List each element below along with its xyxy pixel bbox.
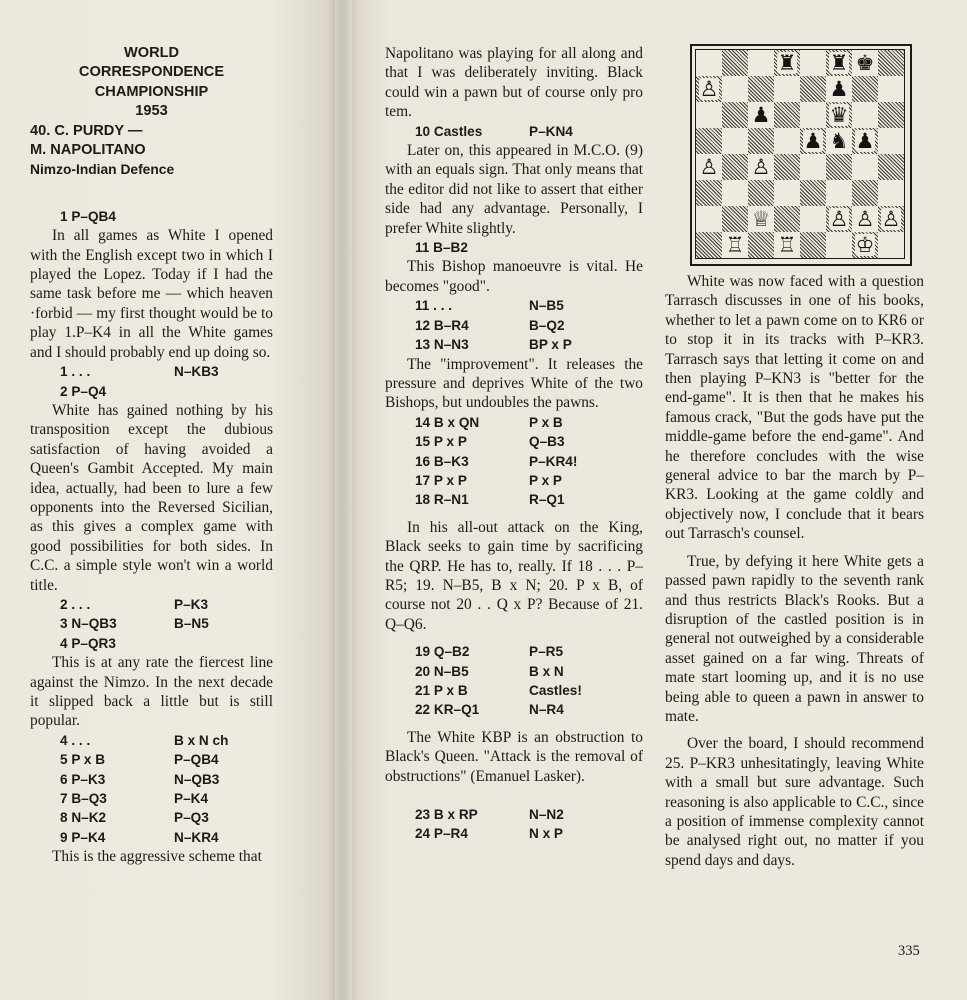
- board-square: [696, 102, 722, 128]
- white-pawn-icon: ♙: [699, 77, 719, 101]
- move-row: 10 Castles P–KN4: [415, 123, 573, 139]
- move-row: 13 N–N3 BP x P: [415, 337, 572, 353]
- commentary: The White KBP is an obstruction to Black's Queen. "Attack is the removal of obstructions" (Emanuel Lasker).: [385, 728, 643, 785]
- move-row: 22 KR–Q1 N–R4: [415, 702, 564, 718]
- move-row: 2 P–Q4: [60, 383, 107, 399]
- black-rook-icon: ♜: [777, 51, 797, 75]
- board-square: [852, 154, 878, 180]
- board-square: [722, 128, 748, 154]
- board-square: [696, 128, 722, 154]
- move-row: 9 P–K4 N–KR4: [60, 829, 219, 845]
- move-list: [30, 731, 273, 847]
- board-square: [878, 180, 904, 206]
- board-square: [696, 180, 722, 206]
- board-square: [722, 50, 748, 76]
- board-square: [826, 154, 852, 180]
- black-player: M. NAPOLITANO: [30, 142, 146, 159]
- move-row: 16 B–K3 P–KR4!: [415, 453, 578, 469]
- commentary: Later on, this appeared in M.C.O. (9) with an equals sign. That only means that the editor did not like to assert that either side had any advantage. Personally, I prefer White slightly.: [385, 142, 643, 237]
- board-square: [748, 102, 774, 128]
- board-square: [774, 102, 800, 128]
- board-square: [774, 180, 800, 206]
- board-square: [722, 154, 748, 180]
- board-square: [722, 206, 748, 232]
- board-square: [852, 232, 878, 258]
- move-list: [30, 362, 273, 401]
- board-square: [826, 206, 852, 232]
- board-square: [696, 50, 722, 76]
- board-square: [748, 154, 774, 180]
- board-square: [852, 206, 878, 232]
- white-pawn-icon: ♙: [855, 207, 875, 231]
- board-square: [722, 232, 748, 258]
- white-rook-icon: ♖: [777, 233, 797, 257]
- move-row: 24 P–R4 N x P: [415, 826, 563, 842]
- game-header: [30, 122, 273, 180]
- board-square: [878, 76, 904, 102]
- page-number: 335: [898, 943, 920, 959]
- board-square: [696, 206, 722, 232]
- commentary: This is the aggressive scheme that: [52, 848, 262, 866]
- board-square: [878, 102, 904, 128]
- move-list: [30, 595, 273, 653]
- board-square: [800, 206, 826, 232]
- move-row: 11 B–B2: [415, 240, 468, 256]
- move-row: 3 N–QB3 B–N5: [60, 616, 209, 632]
- black-rook-icon: ♜: [829, 51, 849, 75]
- white-pawn-icon: ♙: [751, 155, 771, 179]
- board-square: [826, 128, 852, 154]
- board-square: [826, 232, 852, 258]
- move-row: 19 Q–B2 P–R5: [415, 644, 564, 660]
- board-square: [748, 232, 774, 258]
- move-row: 4 P–QR3: [60, 635, 116, 651]
- commentary: White was now faced with a question Tarrasch discusses in one of his books, whether to let a pawn come on to KR6 or to stop it in its tracks with P–KR3. Tarrasch says that letting it come on and then playing P–KN3 is "better for the end-game". It is then that he makes his famous crack, "But the gods have put the middle-game before the end-game". And he therefore concludes with the wise general advice to bar the march by P–KR3. Looking at the game coldly and objectively now, I conclude that it bears out Tarrasch's counsel.: [665, 273, 924, 543]
- column-left: [30, 44, 273, 867]
- board-square: [800, 154, 826, 180]
- book-gutter: [328, 0, 358, 1000]
- move-list: [385, 413, 643, 510]
- commentary: Over the board, I should recommend 25. P–KR3 unhesitatingly, leaving White with a small but sure advantage. Such reasoning is also applicable to C.C., since a position of immense complexity cannot be analysed right out, no matter if you spend days and days.: [665, 735, 924, 869]
- board-square: [826, 102, 852, 128]
- move-list: [30, 207, 273, 226]
- board-square: [852, 128, 878, 154]
- white-pawn-icon: ♙: [699, 155, 719, 179]
- white-queen-icon: ♕: [751, 207, 771, 231]
- move-list: [385, 642, 643, 720]
- move-list: [385, 296, 643, 354]
- move-row: 6 P–K3 N–QB3: [60, 771, 220, 787]
- move-row: 18 R–N1 R–Q1: [415, 492, 565, 508]
- move-row: 1 P–QB4: [60, 208, 116, 224]
- board-square: [774, 232, 800, 258]
- board-square: [774, 76, 800, 102]
- commentary: White has gained nothing by his transposition except the dubious satisfaction of having avoided a Queen's Gambit Accepted. My main idea, actually, had been to lure a few opponents into the Reversed Sicilian, as this gives a complex game with good possibilities for both sides. In C.C. a simple style won't win a world title.: [30, 401, 273, 594]
- chess-diagram: [690, 44, 912, 266]
- board-square: [826, 50, 852, 76]
- move-row: 17 P x P P x P: [415, 472, 563, 488]
- move-row: 5 P x B P–QB4: [60, 752, 219, 768]
- move-row: 12 B–R4 B–Q2: [415, 317, 565, 333]
- commentary: In all games as White I opened with the English except two in which I played the Lopez. Today if I had the same task before me — which heaven ·forbid — my first thought would be to play 1.P–K4 in all the White games and I should probably end up doing so.: [30, 227, 273, 361]
- white-player: 40. C. PURDY —: [30, 122, 143, 139]
- white-rook-icon: ♖: [725, 233, 745, 257]
- board-square: [826, 76, 852, 102]
- move-row: 8 N–K2 P–Q3: [60, 810, 209, 826]
- black-king-icon: ♚: [855, 51, 875, 75]
- move-row: 11 . . . N–B5: [415, 298, 564, 314]
- board-square: [696, 154, 722, 180]
- chapter-heading: WORLD CORRESPONDENCE CHAMPIONSHIP 1953: [78, 45, 225, 120]
- board-square: [800, 50, 826, 76]
- board-square: [748, 180, 774, 206]
- board-square: [878, 206, 904, 232]
- board-square: [774, 154, 800, 180]
- opening-name: Nimzo-Indian Defence: [30, 162, 175, 178]
- move-row: 20 N–B5 B x N: [415, 663, 564, 679]
- black-pawn-icon: ♟: [855, 129, 875, 153]
- move-row: 2 . . . P–K3: [60, 596, 209, 612]
- move-row: 15 P x P Q–B3: [415, 434, 565, 450]
- board-square: [696, 76, 722, 102]
- commentary: This Bishop manoeuvre is vital. He becomes "good".: [385, 258, 643, 295]
- commentary: The "improvement". It releases the pressure and deprives White of the two Bishops, but undoubles the pawns.: [385, 355, 643, 412]
- chess-board: [695, 49, 905, 259]
- board-square: [878, 232, 904, 258]
- board-square: [722, 180, 748, 206]
- move-list: [385, 122, 643, 141]
- commentary: Napolitano was playing for all along and that I was deliberately inviting. Black could win a pawn but of course only pro tem.: [385, 45, 643, 121]
- board-square: [748, 76, 774, 102]
- move-row: 23 B x RP N–N2: [415, 807, 564, 823]
- board-square: [748, 50, 774, 76]
- commentary: True, by defying it here White gets a passed pawn rapidly to the seventh rank and thus restricts Black's Rooks. But a disruption of the castled position is in general not outweighed by a considerable asset gained on a far wing. Threats of mate start looming up, and it is no use being able to queen a pawn in answer to mate.: [665, 552, 924, 725]
- column-middle: [385, 44, 643, 844]
- board-square: [800, 102, 826, 128]
- board-square: [774, 128, 800, 154]
- board-square: [748, 128, 774, 154]
- black-pawn-icon: ♟: [829, 77, 849, 101]
- move-list: [385, 805, 643, 844]
- board-square: [826, 180, 852, 206]
- white-pawn-icon: ♙: [829, 207, 849, 231]
- board-square: [878, 154, 904, 180]
- board-square: [774, 50, 800, 76]
- board-square: [852, 180, 878, 206]
- board-square: [800, 128, 826, 154]
- black-knight-icon: ♞: [829, 129, 849, 153]
- commentary: In his all-out attack on the King, Black seeks to gain time by sacrificing the QRP. He has to, really. If 18 . . . P–R5; 19. N–B5, B x N; 20. P x B, of course not 20 . . Q x P? Because of 21. Q–Q6.: [385, 518, 643, 633]
- board-square: [800, 180, 826, 206]
- move-row: 14 B x QN P x B: [415, 414, 563, 430]
- board-square: [852, 50, 878, 76]
- black-queen-icon: ♛: [829, 103, 849, 127]
- board-square: [774, 206, 800, 232]
- move-row: 21 P x B Castles!: [415, 683, 582, 698]
- white-pawn-icon: ♙: [881, 207, 901, 231]
- board-square: [748, 206, 774, 232]
- board-square: [878, 50, 904, 76]
- board-square: [878, 128, 904, 154]
- board-square: [722, 76, 748, 102]
- commentary: This is at any rate the fiercest line against the Nimzo. In the next decade it slipped back a little but is still popular.: [30, 654, 273, 730]
- white-king-icon: ♔: [855, 233, 875, 257]
- board-square: [696, 232, 722, 258]
- board-square: [800, 232, 826, 258]
- move-row: 7 B–Q3 P–K4: [60, 791, 209, 807]
- board-square: [852, 76, 878, 102]
- black-pawn-icon: ♟: [751, 103, 771, 127]
- board-square: [800, 76, 826, 102]
- board-square: [852, 102, 878, 128]
- move-row: 1 . . . N–KB3: [60, 364, 219, 380]
- column-right: [665, 272, 924, 870]
- move-row: 4 . . . B x N ch: [60, 732, 229, 748]
- board-square: [722, 102, 748, 128]
- black-pawn-icon: ♟: [803, 129, 823, 153]
- move-list: [385, 238, 643, 257]
